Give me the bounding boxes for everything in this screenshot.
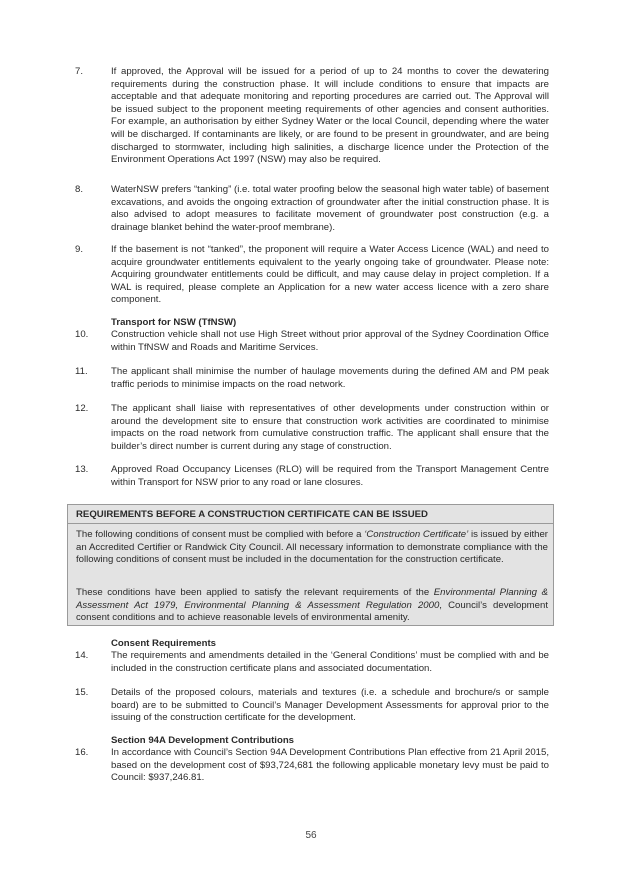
condition-number: 10. (75, 329, 89, 340)
box-p1-text-b: is issued by either an Accredited Certifier or Randwick City Council. All necessary information to demonstrate compliance with the following conditions of consent must be included in the documentation for the construction certificate. (76, 529, 548, 566)
condition-text: Approved Road Occupancy Licenses (RLO) will be required from the Transport Management Centre within Transport for NSW prior to any road or lane closures. (111, 464, 549, 488)
condition-text: Construction vehicle shall not use High Street without prior approval of the Sydney Coordination Office within TfNSW and Roads and Maritime Services. (111, 329, 549, 353)
condition-text: The applicant shall minimise the number of haulage movements during the defined AM and PM peak traffic periods to minimise impacts on the road network. (111, 366, 549, 390)
box-divider (68, 523, 553, 524)
condition-number: 15. (75, 687, 89, 698)
condition-number: 8. (75, 184, 84, 195)
box-paragraph-1 (76, 529, 548, 567)
box-p1-text-a: The following conditions of consent must be complied with before a (76, 529, 365, 540)
box-p2-text-a: These conditions have been applied to satisfy the relevant requirements of the (76, 587, 434, 598)
condition-text: If the basement is not “tanked”, the proponent will require a Water Access Licence (WAL) and need to acquire groundwater entitlements equivalent to the yearly ongoing take of groundwater. Please note: Acquiring groundwater entitlements could be difficult, and may cause delay in project completion. If a WAL is required, please complete an Application for a new water access licence with a zero share component. (111, 244, 549, 306)
condition-number: 9. (75, 244, 84, 255)
condition-number: 16. (75, 747, 89, 758)
box-paragraph-2 (76, 587, 548, 625)
subheading-tfnsw: Transport for NSW (TfNSW) (111, 317, 237, 328)
box-heading: REQUIREMENTS BEFORE A CONSTRUCTION CERTIFICATE CAN BE ISSUED (76, 509, 428, 520)
condition-text: The requirements and amendments detailed in the ‘General Conditions’ must be complied with and be included in the construction certificate plans and associated documentation. (111, 650, 549, 674)
condition-text: If approved, the Approval will be issued for a period of up to 24 months to cover the dewatering requirements during the construction phase. It will include conditions to ensure that impacts are acceptable and that adequate monitoring and reporting procedures are carried out. The Approval will be issued subject to the proponent meeting requirements of other agencies and consent authorities. For example, an authorisation by either Sydney Water or the local Council, depending where the water will be discharged. If contaminants are likely, or are found to be present in groundwater, and are being discharged to stormwater, including high salinities, a discharge licence under the Protection of the Environment Operations Act 1997 (NSW) may also be required. (111, 66, 549, 166)
subheading-consent: Consent Requirements (111, 638, 217, 649)
condition-text: The applicant shall liaise with representatives of other developments under construction within or around the development site to ensure that construction work activities are coordinated to minimise impacts on the road network from cumulative construction traffic. The applicant shall ensure that the builder’s direct number is current during any stage of construction. (111, 403, 549, 452)
page-number: 56 (305, 830, 317, 841)
condition-number: 7. (75, 66, 84, 77)
box-p1-emphasis: ‘Construction Certificate’ (364, 529, 469, 540)
requirements-box (67, 504, 554, 626)
condition-number: 13. (75, 464, 89, 475)
condition-number: 11. (75, 366, 88, 377)
condition-text: Details of the proposed colours, materials and textures (i.e. a schedule and brochure/s or sample board) are to be submitted to Council’s Manager Development Assessments for approval prior to the issuing of the construction certificate for the development. (111, 687, 549, 724)
box-p2-emphasis: Environmental Planning & Assessment Act 1979, Environmental Planning & Assessment Regulation 2000 (76, 587, 548, 611)
condition-number: 14. (75, 650, 89, 661)
subheading-s94a: Section 94A Development Contributions (111, 735, 295, 746)
box-p2-text-b: , Council’s development consent conditions and to achieve reasonable levels of environmental amenity. (76, 599, 548, 624)
condition-number: 12. (75, 403, 89, 414)
condition-text: In accordance with Council’s Section 94A Development Contributions Plan effective from 21 April 2015, based on the development cost of $93,724,681 the following applicable monetary levy must be paid to Council: $937,246.81. (111, 747, 549, 784)
condition-text: WaterNSW prefers “tanking” (i.e. total water proofing below the seasonal high water table) of basement excavations, and avoids the ongoing extraction of groundwater after the initial construction phase. It is also advised to adopt measures to facilitate movement of groundwater post construction (e.g. a drainage blanket behind the water-proof membrane). (111, 184, 549, 233)
